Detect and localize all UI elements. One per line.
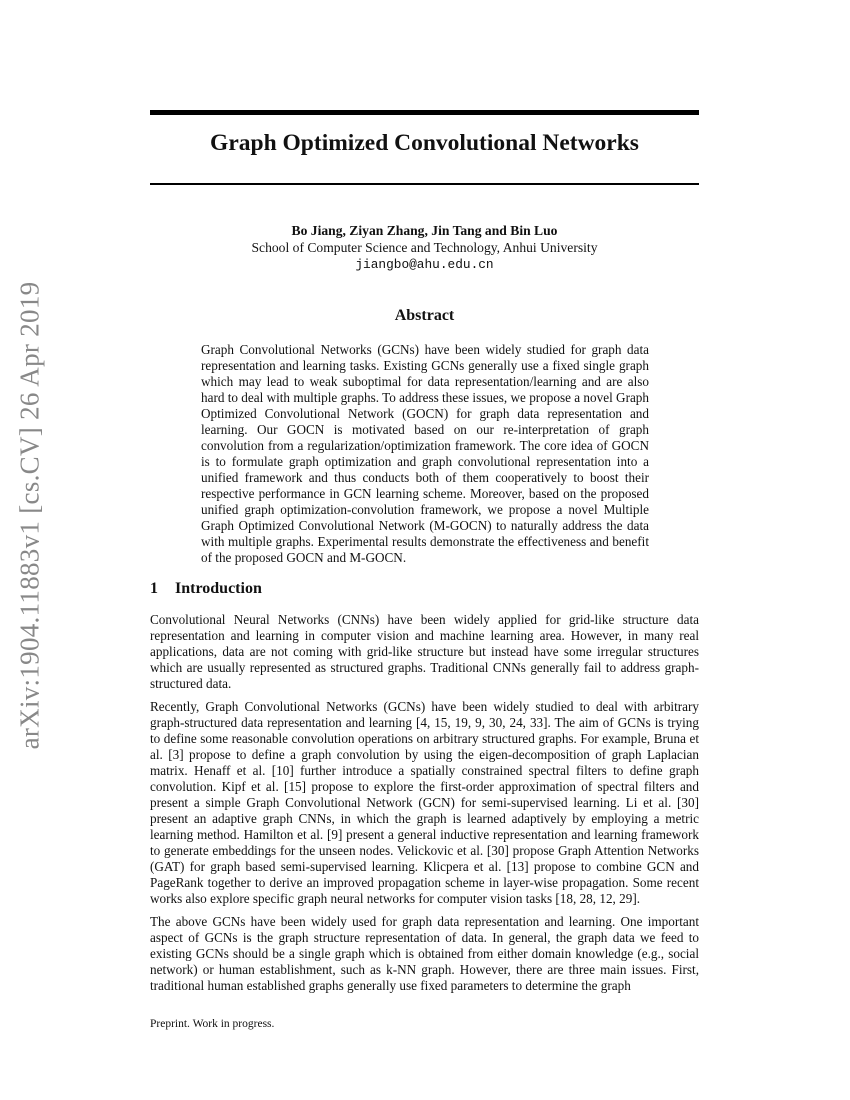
section-heading-introduction [150,580,262,598]
author-list: Bo Jiang, Ziyan Zhang, Jin Tang and Bin Luo [291,223,558,238]
introduction-body [150,612,699,1001]
arxiv-sidebar-stamp [10,265,50,765]
arxiv-identifier: arXiv:1904.11883v1 [cs.CV] 26 Apr 2019 [14,281,45,749]
intro-paragraph-2: Recently, Graph Convolutional Networks (GCNs) have been widely studied to deal with arbitrary graph-structured data representation and learning [4, 15, 19, 9, 30, 24, 33]. The aim of GCNs is trying to define some reasonable convolution operations on arbitrary structured graphs. For example, Bruna et al. [3] propose to define a graph convolution by using the eigen-decomposition of graph Laplacian matrix. Henaff et al. [10] further introduce a spatially constrained spectral filters to define graph convolution. Kipf et al. [15] propose to explore the first-order approximation of spectral filters and present a simple Graph Convolutional Network (GCN) for semi-supervised learning. Li et al. [30] present an adaptive graph CNNs, in which the graph is learned adaptively by employing a metric learning method. Hamilton et al. [9] present a general inductive representation and learning framework to generate embeddings for the unseen nodes. Velickovic et al. [30] propose Graph Attention Networks (GAT) for graph based semi-supervised learning. Klicpera et al. [13] propose to combine GCN and PageRank together to derive an improved propagation scheme in layer-wise propagation. Some recent works also explore specific graph neural networks for computer vision tasks [18, 28, 12, 29]. [150,699,699,906]
author-block [150,222,699,273]
abstract-text: Graph Convolutional Networks (GCNs) have been widely studied for graph data representation and learning tasks. Existing GCNs generally use a fixed single graph which may lead to weak suboptimal for data representation/learning and are also hard to deal with multiple graphs. To address these issues, we propose a novel Graph Optimized Convolutional Network (GOCN) for graph data representation and learning. Our GOCN is motivated based on our re-interpretation of graph convolution from a regularization/optimization framework. The core idea of GOCN is to formulate graph optimization and graph convolutional representation into a unified framework and thus conducts both of them cooperatively to boost their respective performance in GCN learning scheme. Moreover, based on the proposed unified graph optimization-convolution framework, we propose a novel Multiple Graph Optimized Convolutional Network (M-GOCN) to naturally address the data with multiple graphs. Experimental results demonstrate the effectiveness and benefit of the proposed GOCN and M-GOCN. [201,342,649,565]
section-number: 1 [150,580,158,597]
preprint-footnote: Preprint. Work in progress. [150,1018,275,1030]
title-top-rule [150,110,699,115]
abstract-heading: Abstract [394,307,455,324]
affiliation: School of Computer Science and Technology, Anhui University [251,240,598,255]
intro-paragraph-1: Convolutional Neural Networks (CNNs) have been widely applied for grid-like structure data representation and learning in computer vision and machine learning area. However, in many real applications, data are not coming with grid-like structure but instead have some irregular structures which are usually represented as structured graphs. Traditional CNNs generally fail to address graph-structured data. [150,612,699,691]
title-bottom-rule [150,183,699,185]
section-title: Introduction [175,580,262,597]
author-email: jiangbo@ahu.edu.cn [355,257,494,272]
intro-paragraph-3: The above GCNs have been widely used for graph data representation and learning. One important aspect of GCNs is the graph structure representation of data. In general, the graph data we feed to existing GCNs should be a single graph which is obtained from either domain knowledge (e.g., social network) or human establishment, such as k-NN graph. However, there are three main issues. First, traditional human established graphs generally use fixed parameters to determine the graph [150,914,699,993]
paper-title: Graph Optimized Convolutional Networks [210,130,639,156]
